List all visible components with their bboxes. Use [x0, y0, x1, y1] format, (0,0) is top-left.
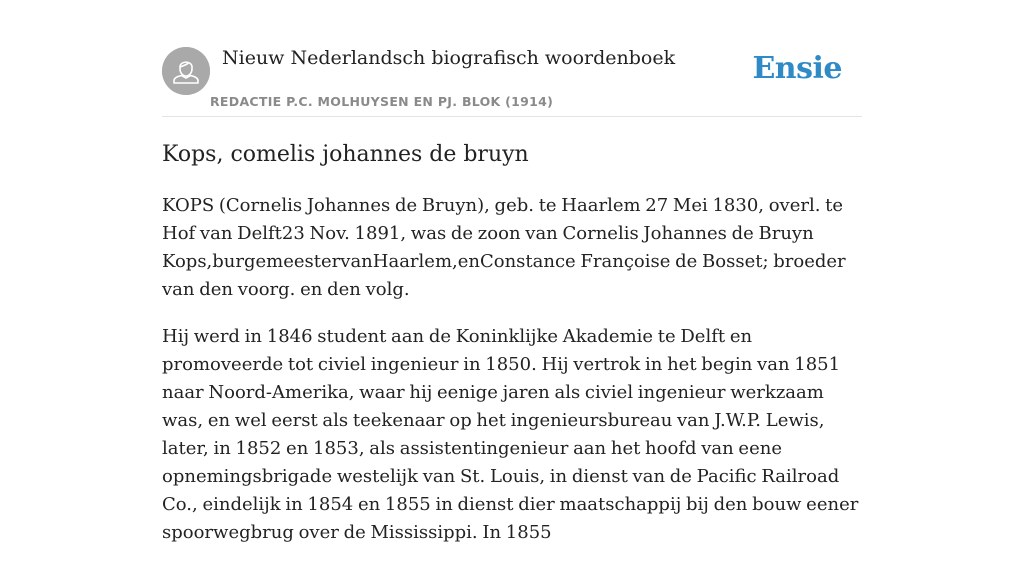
- ensie-logo[interactable]: Ensie: [752, 51, 842, 86]
- book-title[interactable]: Nieuw Nederlandsch biografisch woordenboek: [222, 47, 676, 69]
- user-icon: [162, 47, 210, 95]
- article-paragraph-1: KOPS (Cornelis Johannes de Bruyn), geb. te Haarlem 27 Mei 1830, overl. te Hof van Delft23 Nov. 1891, was de zoon van Cornelis Johannes de Bruyn Kops,burgemeestervanHaarlem,enConstance Françoise de Bosset; broeder van den voorg. en den volg.: [162, 195, 846, 300]
- book-header: [162, 40, 862, 117]
- avatar: [162, 47, 210, 95]
- book-subtitle: REDACTIE P.C. MOLHUYSEN EN PJ. BLOK (1914): [210, 94, 554, 109]
- article-title: Kops, comelis johannes de bruyn: [162, 142, 529, 167]
- article-paragraph-2: Hij werd in 1846 student aan de Koninklijke Akademie te Delft en promoveerde tot civiel ingenieur in 1850. Hij vertrok in het begin van 1851 naar Noord-Amerika, waar hij eenige jaren als civiel ingenieur werkzaam was, en wel eerst als teekenaar op het ingenieursbureau van J.W.P. Lewis, later, in 1852 en 1853, als assistentingenieur aan het hoofd van eene opnemingsbrigade westelijk van St. Louis, in dienst van de Pacific Railroad Co., eindelijk in 1854 en 1855 in dienst dier maatschappij bij den bouw eener spoorwegbrug over de Mississippi. In 1855: [162, 326, 859, 543]
- article-body: [162, 192, 862, 566]
